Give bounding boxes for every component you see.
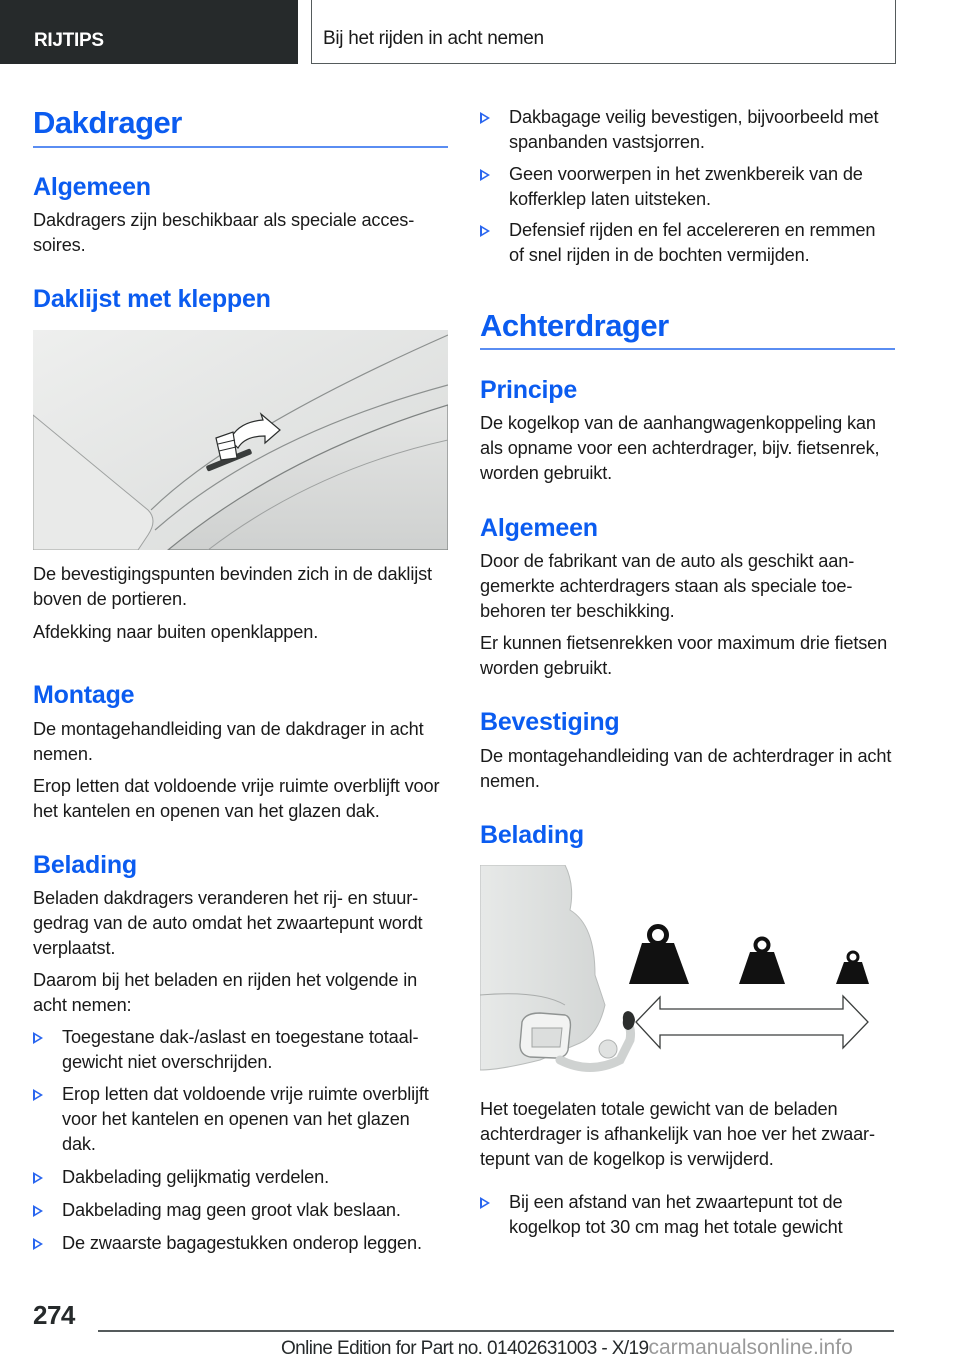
chapter-title: Bij het rijden in acht nemen <box>323 28 544 49</box>
section-heading-dakdrager: Dakdrager <box>33 105 182 140</box>
footer-rule <box>98 1330 894 1332</box>
edition-text: Online Edition for Part no. 01402631003 - X/19 <box>281 1338 649 1359</box>
list-item: Dakbelading gelijkmatig verdelen. <box>33 1165 448 1190</box>
footer-edition <box>281 1336 853 1360</box>
paragraph: Daarom bij het beladen en rijden het volgende in acht nemen: <box>33 970 418 1015</box>
list-item: Geen voorwerpen in het zwenkbereik van de kofferklep laten uitsteken. <box>480 162 895 212</box>
subheading-montage: Montage <box>33 681 135 709</box>
light-weight-icon <box>836 952 869 984</box>
bullet-triangle-icon <box>33 1205 43 1217</box>
list-item: Toegestane dak-/aslast en toegestane totaalgewicht niet overschrijden. <box>33 1025 448 1075</box>
paragraph: Erop letten dat voldoende vrije ruimte overblijft voor het kantelen en openen van het glazen dak. <box>33 776 440 821</box>
bullet-triangle-icon <box>33 1032 43 1044</box>
towbar-weights-illustration <box>480 865 880 1080</box>
subheading-algemeen: Algemeen <box>480 514 598 542</box>
chapter-tab <box>311 0 896 64</box>
medium-weight-icon <box>739 939 785 985</box>
section-heading-achterdrager: Achterdrager <box>480 308 669 343</box>
paragraph: De bevestigingspunten bevinden zich in de daklijst boven de portieren. <box>33 564 432 609</box>
subheading-daklijst: Daklijst met kleppen <box>33 285 271 313</box>
roof-rail-image <box>33 330 448 550</box>
section-tab <box>0 0 298 64</box>
bullet-triangle-icon <box>480 225 490 237</box>
section-title: RIJTIPS <box>34 30 104 51</box>
subheading-principe: Principe <box>480 376 578 404</box>
heavy-weight-icon <box>629 927 689 985</box>
list-item: Dakbagage veilig bevestigen, bijvoorbeeld met spanbanden vastsjorren. <box>480 105 895 155</box>
list-item: Dakbelading mag geen groot vlak beslaan. <box>33 1198 448 1223</box>
list-item: De zwaarste bagagestukken onderop leggen. <box>33 1231 448 1256</box>
bullet-triangle-icon <box>33 1238 43 1250</box>
paragraph: Het toegelaten totale gewicht van de beladen achterdrager is afhankelijk van hoe ver het zwaartepunt van de kogelkop is verwijderd. <box>480 1099 876 1169</box>
subheading-algemeen: Algemeen <box>33 173 151 201</box>
paragraph: De montagehandleiding van de achterdrager in acht nemen. <box>480 746 892 791</box>
subheading-bevestiging: Bevestiging <box>480 708 620 736</box>
bullet-triangle-icon <box>480 112 490 124</box>
subheading-belading: Belading <box>480 821 584 849</box>
bullet-triangle-icon <box>480 1197 490 1209</box>
paragraph: De kogelkop van de aanhangwagenkoppeling kan als opname voor een achterdrager, bijv. fietsenrek, worden gebruikt. <box>480 413 880 483</box>
list-item: Defensief rijden en fel accelereren en remmen of snel rijden in de bochten vermijden. <box>480 218 895 268</box>
paragraph: Beladen dakdragers veranderen het rij- en stuurgedrag van de auto omdat het zwaartepunt wordt verplaatst. <box>33 888 423 958</box>
roof-rail-illustration <box>33 330 448 550</box>
heading-rule <box>480 348 895 350</box>
paragraph: Dakdragers zijn beschikbaar als speciale accessoires. <box>33 210 415 255</box>
paragraph: Er kunnen fietsenrekken voor maximum drie fietsen worden gebruikt. <box>480 633 888 678</box>
bullet-triangle-icon <box>33 1172 43 1184</box>
bullet-triangle-icon <box>480 169 490 181</box>
heading-rule <box>33 146 448 148</box>
page-number: 274 <box>33 1300 75 1330</box>
watermark-link[interactable]: carmanualsonline.info <box>648 1336 853 1359</box>
bullet-triangle-icon <box>33 1089 43 1101</box>
subheading-belading: Belading <box>33 851 137 879</box>
list-item: Bij een afstand van het zwaartepunt tot de kogelkop tot 30 cm mag het totale gewicht <box>480 1190 895 1240</box>
paragraph: Door de fabrikant van de auto als geschikt aangemerkte achterdragers staan als speciale toebehoren ter beschikking. <box>480 551 855 621</box>
paragraph: Afdekking naar buiten openklappen. <box>33 622 319 642</box>
towbar-weights-image <box>480 865 880 1080</box>
list-item: Erop letten dat voldoende vrije ruimte overblijft voor het kantelen en openen van het glazen dak. <box>33 1082 448 1157</box>
paragraph: De montagehandleiding van de dakdrager in acht nemen. <box>33 719 424 764</box>
